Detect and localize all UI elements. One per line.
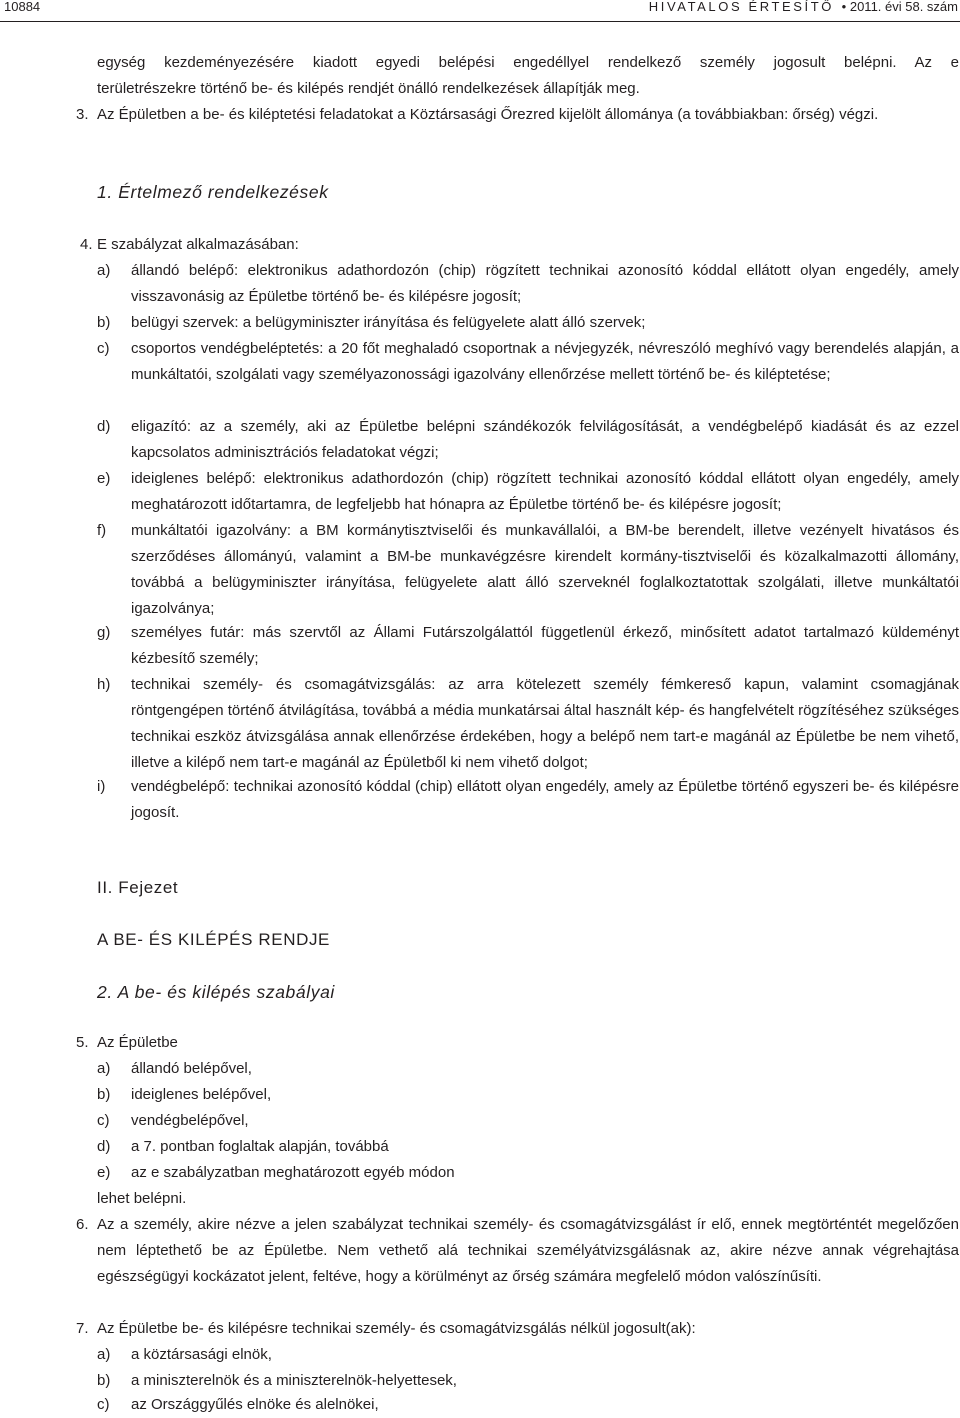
p5-label-a: a) <box>97 1060 111 1077</box>
definition-c: csoportos vendégbeléptetés: a 20 főt meghaladó csoportnak a névjegyzék, névreszóló meghívó vagy berendelés alapján, a munkáltatói, szolgálati vagy személyazonossági igazolvány ellenőrzése mellett történő be- és kiléptetése; <box>131 340 959 383</box>
definition-label-a: a) <box>97 262 111 279</box>
p5-label-b: b) <box>97 1086 111 1103</box>
p5-item-a: állandó belépővel, <box>131 1060 252 1077</box>
paragraph-4-number: 4. <box>80 236 93 253</box>
definition-label-g: g) <box>97 624 111 641</box>
page-header <box>0 0 960 22</box>
definition-label-h: h) <box>97 676 111 693</box>
definition-label-f: f) <box>97 522 107 539</box>
definition-label-c: c) <box>97 340 110 357</box>
p7-label-b: b) <box>97 1372 111 1389</box>
p7-item-a: a köztársasági elnök, <box>131 1346 272 1363</box>
p5-label-c: c) <box>97 1112 110 1129</box>
definition-label-i: i) <box>97 778 106 795</box>
paragraph-5-closing: lehet belépni. <box>97 1190 187 1207</box>
p7-label-c: c) <box>97 1396 110 1413</box>
page-number: 10884 <box>4 0 41 14</box>
paragraph-4-intro: E szabályzat alkalmazásában: <box>97 236 299 253</box>
publication-info <box>649 0 958 13</box>
issue-label: 2011. évi 58. szám <box>849 0 958 14</box>
p5-item-e: az e szabályzatban meghatározott egyéb módon <box>131 1164 455 1181</box>
paragraph-5-intro: Az Épületbe <box>97 1034 178 1051</box>
definition-label-b: b) <box>97 314 111 331</box>
definition-b: belügyi szervek: a belügyminiszter irányítása és felügyelete alatt álló szervek; <box>131 314 646 331</box>
chapter-label: II. Fejezet <box>97 878 179 897</box>
definition-label-e: e) <box>97 470 111 487</box>
intro-line-2: területrészekre történő be- és kilépés rendjét önálló rendelkezések állapítják meg. <box>97 80 640 97</box>
p5-item-c: vendégbelépővel, <box>131 1112 249 1129</box>
paragraph-3-number: 3. <box>76 106 89 123</box>
chapter-title: A BE- ÉS KILÉPÉS RENDJE <box>97 930 330 949</box>
definition-f: munkáltatói igazolvány: a BM kormánytisztviselői és munkavállalói, a BM-be berendelt, illetve vezényelt hivatásos és szerződéses állományú, valamint a BM-be munkavégzésre kirendelt kormány-tisztviselői és közalkalmazotti állomány, továbbá a belügyminiszter irányítása, felügyelete alatt álló szerveknél foglalkoztatottak szolgálati, illetve munkáltatói igazolványa; <box>131 522 959 617</box>
definition-g: személyes futár: más szervtől az Állami Futárszolgálattól függetlenül érkező, minősített adatot tartalmazó küldeményt kézbesítő személy; <box>131 624 959 667</box>
header-bullet: • <box>841 0 847 14</box>
section-1-title: 1. Értelmező rendelkezések <box>97 182 329 202</box>
paragraph-7-intro: Az Épületbe be- és kilépésre technikai személy- és csomagátvizsgálás nélkül jogosult(ak): <box>97 1320 696 1337</box>
intro-line-1: egység kezdeményezésére kiadott egyedi belépési engedéllyel rendelkező személy jogosult belépni. Az e <box>97 54 959 71</box>
definition-d: eligazító: az a személy, aki az Épületbe belépni szándékozók felvilágosítását, a vendégbelépő kiadását és az ezzel kapcsolatos adminisztrációs feladatokat végzi; <box>131 418 959 461</box>
definition-a: állandó belépő: elektronikus adathordozón (chip) rögzített technikai azonosító kóddal ellátott olyan engedély, amely visszavonásig az Épületbe történő be- és kilépésre jogosít; <box>131 262 959 305</box>
p5-label-e: e) <box>97 1164 111 1181</box>
publication-title: HIVATALOS ÉRTESÍTŐ <box>648 0 835 14</box>
section-2-title: 2. A be- és kilépés szabályai <box>97 982 335 1002</box>
paragraph-3-text: Az Épületben a be- és kiléptetési feladatokat a Köztársasági Őrezred kijelölt állománya (a továbbiakban: őrség) végzi. <box>97 106 879 123</box>
p7-item-c: az Országgyűlés elnöke és alelnökei, <box>131 1396 379 1413</box>
paragraph-6-text: Az a személy, akire nézve a jelen szabályzat technikai személy- és csomagátvizsgálást ír elő, ennek megtörténtét megelőzően nem léptethető be az Épületbe. Nem vethető alá technikai személyátvizsgálásnak az, akire nézve annak végrehajtása egészségügyi kockázatot jelent, feltéve, hogy a körülményt az őrség számára megfelelő módon valószínűsíti. <box>97 1216 959 1285</box>
definition-e: ideiglenes belépő: elektronikus adathordozón (chip) rögzített technikai azonosító kóddal ellátott olyan engedély, amely meghatározott időtartamra, de legfeljebb hat hónapra az Épületbe történő be- és kilépésre jogosít; <box>131 470 959 513</box>
p7-item-b: a miniszterelnök és a miniszterelnök-helyettesek, <box>131 1372 457 1389</box>
paragraph-6-number: 6. <box>76 1216 89 1233</box>
paragraph-5-number: 5. <box>76 1034 89 1051</box>
paragraph-7-number: 7. <box>76 1320 89 1337</box>
p5-item-b: ideiglenes belépővel, <box>131 1086 272 1103</box>
definition-i: vendégbelépő: technikai azonosító kóddal (chip) ellátott olyan engedély, amely az Épületbe történő egyszeri be- és kilépésre jogosít. <box>131 778 959 821</box>
definition-h: technikai személy- és csomagátvizsgálás: az arra kötelezett személy fémkereső kapun, valamint csomagjának röntgengépen történő átvilágítása, továbbá a média munkatársai által használt kép- és hangfelvételt rögzítéséhez szükséges technikai eszköz átvizsgálása annak ellenőrzése érdekében, hogy a belépő nem tart-e magánál az Épületbe be nem vihető, illetve a kilépő nem tart-e magánál az Épületből ki nem vihető dolgot; <box>131 676 960 771</box>
p5-label-d: d) <box>97 1138 111 1155</box>
p7-label-a: a) <box>97 1346 111 1363</box>
definition-label-d: d) <box>97 418 111 435</box>
p5-item-d: a 7. pontban foglaltak alapján, továbbá <box>131 1138 389 1155</box>
